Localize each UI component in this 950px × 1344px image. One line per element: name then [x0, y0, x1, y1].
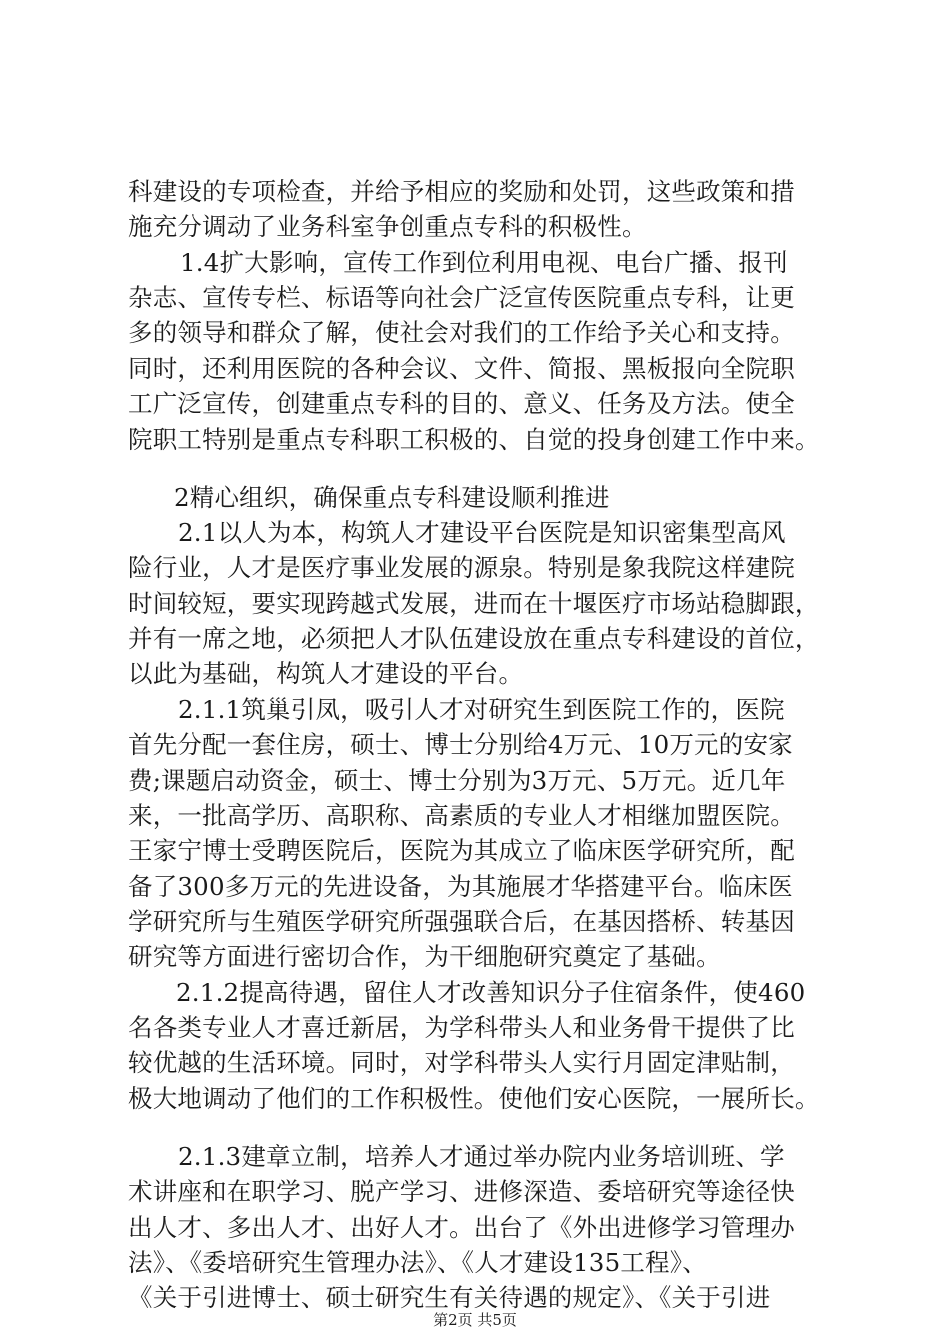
- body-line: 2.1.1筑巢引凤，吸引人才对研究生到医院工作的，医院: [178, 695, 785, 724]
- body-line: 研究等方面进行密切合作，为干细胞研究奠定了基础。: [128, 942, 721, 971]
- body-line: 王家宁博士受聘医院后，医院为其成立了临床医学研究所，配: [128, 836, 795, 865]
- body-line: 多的领导和群众了解，使社会对我们的工作给予关心和支持。: [128, 318, 795, 347]
- body-line: 首先分配一套住房，硕士、博士分别给4万元、10万元的安家: [128, 730, 793, 759]
- body-line: 极大地调动了他们的工作积极性。使他们安心医院，一展所长。: [128, 1084, 820, 1113]
- body-line: 《关于引进博士、硕士研究生有关待遇的规定》、《关于引进: [128, 1283, 771, 1312]
- body-line: 学研究所与生殖医学研究所强强联合后，在基因搭桥、转基因: [128, 907, 795, 936]
- body-line: 工广泛宣传，创建重点专科的目的、意义、任务及方法。使全: [128, 389, 795, 418]
- body-line: 名各类专业人才喜迁新居，为学科带头人和业务骨干提供了比: [128, 1013, 795, 1042]
- page-footer: 第2页 共5页: [433, 1311, 517, 1329]
- body-line: 科建设的专项检查，并给予相应的奖励和处罚，这些政策和措: [128, 177, 795, 206]
- body-line: 2.1以人为本，构筑人才建设平台医院是知识密集型高风: [178, 518, 786, 547]
- body-line: 时间较短，要实现跨越式发展，进而在十堰医疗市场站稳脚跟，: [128, 589, 820, 618]
- body-line: 杂志、宣传专栏、标语等向社会广泛宣传医院重点专科，让更: [128, 283, 795, 312]
- body-line: 来，一批高学历、高职称、高素质的专业人才相继加盟医院。: [128, 801, 795, 830]
- body-line: 备了300多万元的先进设备，为其施展才华搭建平台。临床医: [128, 872, 793, 901]
- body-line: 出人才、多出人才、出好人才。出台了《外出进修学习管理办: [128, 1213, 795, 1242]
- body-line: 较优越的生活环境。同时，对学科带头人实行月固定津贴制，: [128, 1048, 795, 1077]
- body-line: 险行业，人才是医疗事业发展的源泉。特别是象我院这样建院: [128, 553, 795, 582]
- body-line: 以此为基础，构筑人才建设的平台。: [128, 659, 524, 688]
- body-line: 术讲座和在职学习、脱产学习、进修深造、委培研究等途径快: [128, 1177, 795, 1206]
- body-line: 施充分调动了业务科室争创重点专科的积极性。: [128, 212, 647, 241]
- body-line: 同时，还利用医院的各种会议、文件、简报、黑板报向全院职: [128, 354, 795, 383]
- body-line: 并有一席之地，必须把人才队伍建设放在重点专科建设的首位，: [128, 624, 820, 653]
- section-heading: 2精心组织，确保重点专科建设顺利推进: [174, 483, 610, 512]
- body-line: 2.1.3建章立制，培养人才通过举办院内业务培训班、学: [178, 1142, 785, 1171]
- body-line: 费;课题启动资金，硕士、博士分别为3万元、5万元。近几年: [128, 766, 786, 795]
- body-line: 2.1.2提高待遇，留住人才改善知识分子住宿条件，使460: [176, 978, 806, 1007]
- body-line: 院职工特别是重点专科职工积极的、自觉的投身创建工作中来。: [128, 425, 820, 454]
- body-line: 1.4扩大影响，宣传工作到位利用电视、电台广播、报刊: [180, 248, 788, 277]
- body-line: 法》、《委培研究生管理办法》、《人才建设135工程》、: [128, 1248, 707, 1277]
